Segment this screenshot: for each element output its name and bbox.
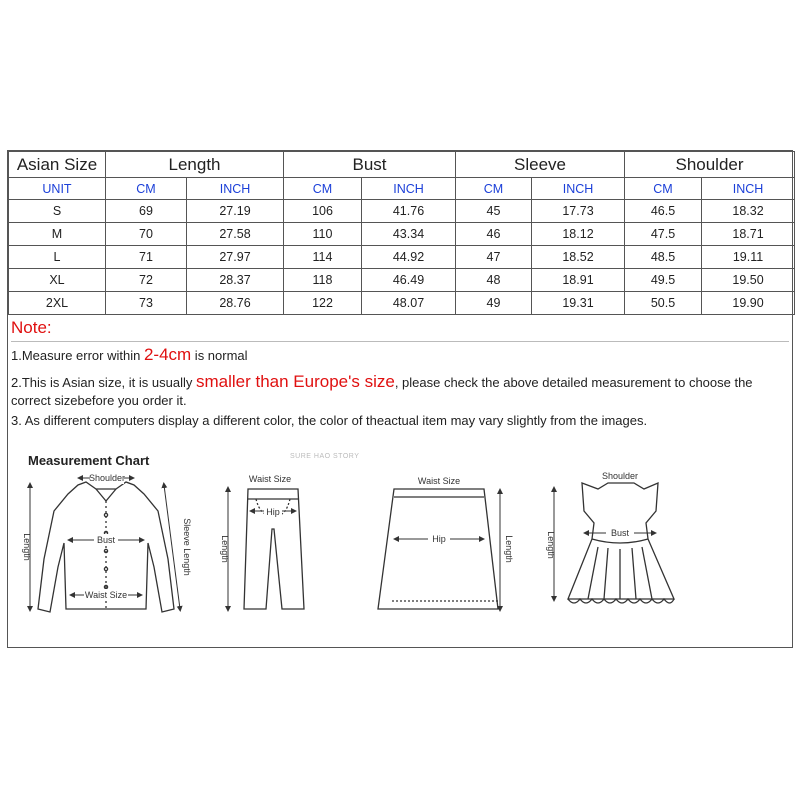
table-row: [9, 292, 795, 315]
group-shoulder-header: Shoulder: [625, 152, 795, 178]
table-cell: 43.34: [362, 223, 456, 246]
dress-bust-label: Bust: [610, 528, 630, 538]
table-cell: 18.32: [702, 200, 795, 223]
pants-length-label: Length: [220, 535, 230, 563]
table-cell: 47.5: [625, 223, 702, 246]
table-cell: 46.5: [625, 200, 702, 223]
shirt-waist-label: Waist Size: [84, 590, 128, 600]
table-cell: 118: [284, 269, 362, 292]
size-label: XL: [9, 269, 106, 292]
table-cell: 19.90: [702, 292, 795, 315]
note-line-3: 3. As different computers display a different color, the color of theactual item may vary slightly from the images.: [11, 413, 648, 428]
pants-hip-label: Hip: [266, 507, 280, 517]
table-cell: 71: [106, 246, 187, 269]
table-cell: 48.5: [625, 246, 702, 269]
table-row: [9, 223, 795, 246]
table-cell: 72: [106, 269, 187, 292]
table-cell: 45: [456, 200, 532, 223]
note-2-tail: , please check the above detailed measurement to choose the correct sizebefore you order it.: [11, 375, 753, 408]
table-row: [9, 269, 795, 292]
measurement-chart: [8, 449, 792, 647]
unit-row: [9, 178, 795, 200]
table-cell: 17.73: [532, 200, 625, 223]
measurement-chart-title: Measurement Chart: [28, 453, 150, 468]
size-label: L: [9, 246, 106, 269]
dress-length-label: Length: [546, 531, 556, 559]
garment-diagrams: [8, 449, 792, 647]
table-cell: 48.07: [362, 292, 456, 315]
watermark: SURE HAO STORY: [290, 453, 360, 460]
skirt-hip-label: Hip: [432, 534, 446, 544]
unit-label: UNIT: [9, 178, 106, 200]
group-bust-header: Bust: [284, 152, 456, 178]
table-cell: 19.50: [702, 269, 795, 292]
table-cell: 46.49: [362, 269, 456, 292]
table-cell: 73: [106, 292, 187, 315]
table-cell: 41.76: [362, 200, 456, 223]
table-cell: 46: [456, 223, 532, 246]
shirt-shoulder-label: Shoulder: [88, 473, 126, 483]
table-cell: 49: [456, 292, 532, 315]
table-cell: 27.58: [187, 223, 284, 246]
table-cell: 106: [284, 200, 362, 223]
unit-cell: INCH: [362, 178, 456, 200]
note-2-text: 2.This is Asian size, it is usually: [11, 375, 196, 390]
table-cell: 44.92: [362, 246, 456, 269]
corner-label: Asian Size: [9, 152, 106, 178]
table-cell: 18.12: [532, 223, 625, 246]
note-1-highlight: 2-4cm: [143, 345, 192, 364]
table-cell: 49.5: [625, 269, 702, 292]
size-rows: [9, 200, 795, 315]
table-cell: 47: [456, 246, 532, 269]
table-cell: 50.5: [625, 292, 702, 315]
table-cell: 19.31: [532, 292, 625, 315]
table-row: [9, 246, 795, 269]
unit-cell: CM: [456, 178, 532, 200]
table-cell: 27.19: [187, 200, 284, 223]
notes-section: [8, 315, 792, 430]
unit-cell: INCH: [532, 178, 625, 200]
dress-diagram: [568, 483, 674, 603]
size-chart-sheet: [7, 150, 793, 648]
table-cell: 18.52: [532, 246, 625, 269]
table-cell: 28.37: [187, 269, 284, 292]
shirt-bust-label: Bust: [96, 535, 116, 545]
table-row: [9, 200, 795, 223]
group-sleeve-header: Sleeve: [456, 152, 625, 178]
shirt-sleeve-label: Sleeve Length: [182, 518, 192, 576]
table-cell: 114: [284, 246, 362, 269]
note-1-tail: is normal: [191, 348, 248, 363]
table-cell: 18.71: [702, 223, 795, 246]
skirt-waist-label: Waist Size: [417, 476, 461, 486]
table-cell: 70: [106, 223, 187, 246]
table-header-row: [9, 152, 795, 178]
table-cell: 19.11: [702, 246, 795, 269]
skirt-diagram: [378, 489, 498, 609]
note-line-1: [11, 342, 789, 365]
size-label: S: [9, 200, 106, 223]
note-line-2: [11, 365, 789, 410]
unit-cell: INCH: [702, 178, 795, 200]
table-cell: 27.97: [187, 246, 284, 269]
unit-cell: INCH: [187, 178, 284, 200]
unit-cell: CM: [284, 178, 362, 200]
note-1-text: 1.Measure error within: [11, 348, 144, 363]
table-cell: 48: [456, 269, 532, 292]
table-cell: 18.91: [532, 269, 625, 292]
skirt-length-label: Length: [504, 535, 514, 563]
note-title: Note:: [11, 315, 789, 342]
unit-cell: CM: [625, 178, 702, 200]
shirt-length-label: Length: [22, 533, 32, 561]
table-cell: 110: [284, 223, 362, 246]
dress-shoulder-label: Shoulder: [601, 471, 639, 481]
size-label: 2XL: [9, 292, 106, 315]
group-length-header: Length: [106, 152, 284, 178]
size-label: M: [9, 223, 106, 246]
table-cell: 69: [106, 200, 187, 223]
table-cell: 122: [284, 292, 362, 315]
unit-cell: CM: [106, 178, 187, 200]
table-cell: 28.76: [187, 292, 284, 315]
size-table: [8, 151, 795, 315]
note-2-highlight: smaller than Europe's size: [195, 372, 395, 391]
pants-waist-label: Waist Size: [248, 474, 292, 484]
